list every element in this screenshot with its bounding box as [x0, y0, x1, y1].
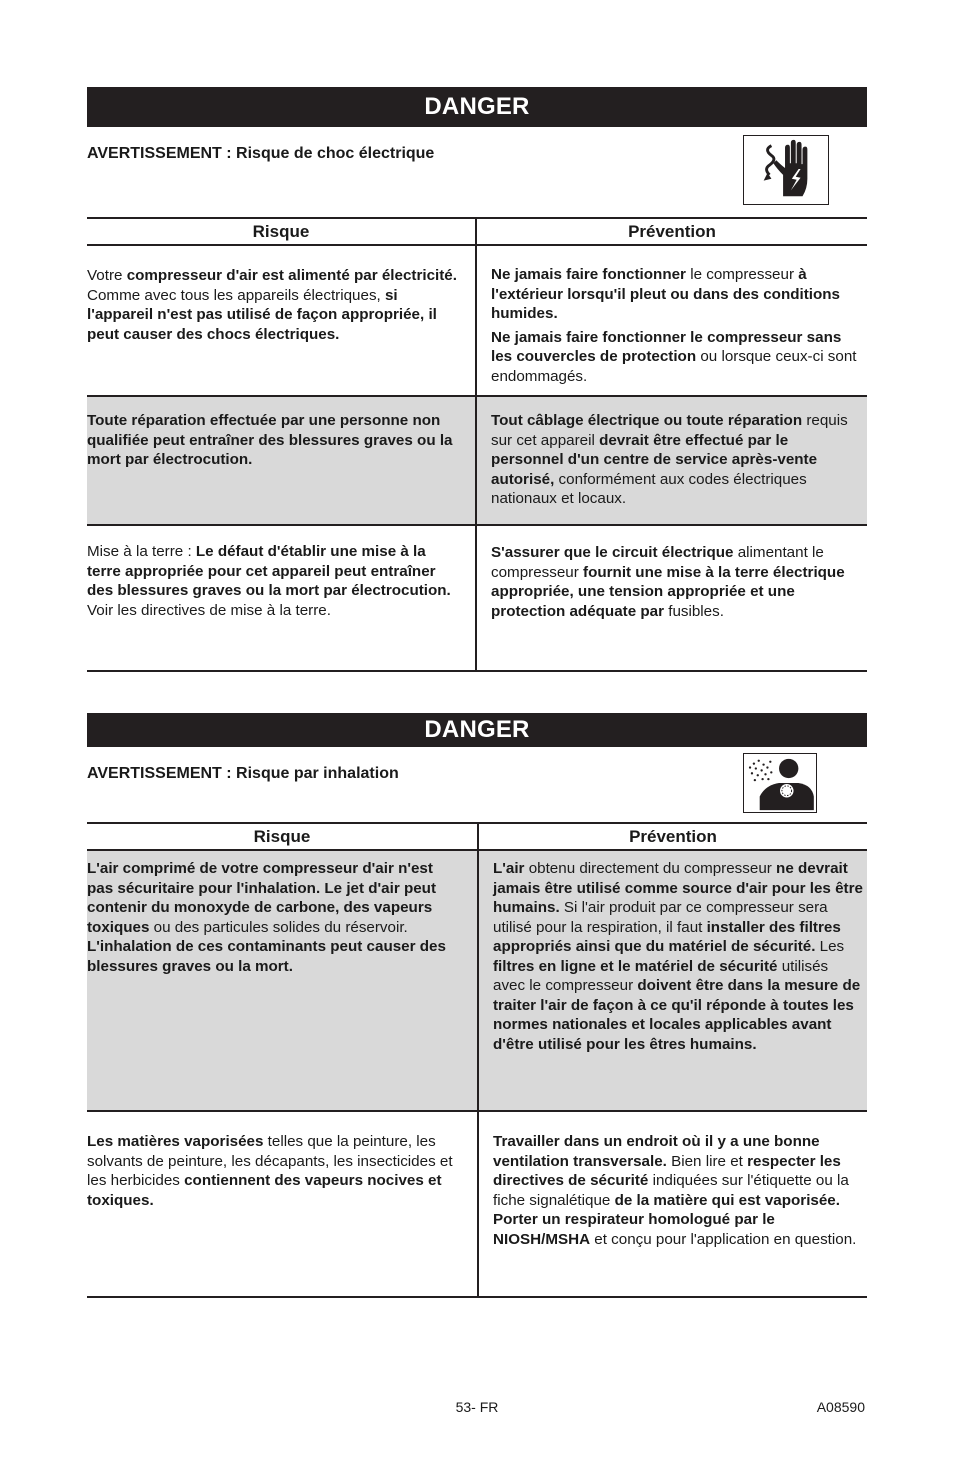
- danger-banner: DANGER: [87, 713, 867, 747]
- risk-header: Risque: [87, 218, 476, 245]
- prevention-text: Travailler dans un endroit où il y a une bonne ventilation transversale. Bien lire et respecter les directives de sécurité indiquées sur l'étiquette ou la fiche signalétique de la matière qui est vaporisée. Porter un respirateur homologué par le NIOSH/MSHA et conçu pour l'application en question.: [493, 1133, 857, 1248]
- prevention-header: Prévention: [476, 218, 867, 245]
- warning-title: AVERTISSEMENT : Risque par inhalation: [87, 765, 399, 782]
- prevention-text: L'air obtenu directement du compresseur ne devrait jamais être utilisé comme source d'air pour les être humains. Si l'air produit par ce compresseur sera utilisé pour la respiration, il faut installer des filtres appropriés ainsi que du matériel de sécurité. Les filtres en ligne et le matériel de sécurité utilisés avec le compresseur doivent être dans la mesure de traiter l'air de façon à ce qu'il réponde à toutes les normes nationales et locales applicables avant d'être utilisé pour les êtres humains.: [493, 860, 863, 1053]
- table-row: [87, 396, 867, 525]
- risk-text: Mise à la terre : Le défaut d'établir une mise à la terre appropriée pour cet appareil peut entraîner des blessures graves ou la mort par électrocution. Voir les directives de mise à la terre.: [87, 543, 451, 619]
- prevention-text: S'assurer que le circuit électrique alimentant le compresseur fournit une mise à la terre électrique appropriée, une tension appropriée et une protection adéquate par fusibles.: [491, 544, 845, 620]
- page-number: 53- FR: [455, 1399, 499, 1415]
- table-row: [87, 1111, 867, 1297]
- hazard-table: [87, 217, 867, 672]
- prevention-text: Ne jamais faire fonctionner le compresseur sans les couvercles de protection ou lorsque ceux-ci sont endommagés.: [491, 328, 857, 385]
- risk-header: Risque: [87, 823, 478, 850]
- hazard-table: [87, 822, 867, 1298]
- table-row: [87, 245, 867, 396]
- danger-section-inhalation: [87, 713, 867, 1298]
- prevention-text: Ne jamais faire fonctionner le compresseur à l'extérieur lorsqu'il pleut ou dans des conditions humides.: [491, 266, 840, 322]
- document-code: A08590: [816, 1399, 865, 1415]
- risk-text: L'air comprimé de votre compresseur d'air n'est pas sécuritaire pour l'inhalation. Le jet d'air peut contenir du monoxyde de carbone, des vapeurs toxiques ou des particules solides du réservoir. L'inhalation de ces contaminants peut causer des blessures graves ou la mort.: [87, 860, 446, 975]
- table-row: [87, 525, 867, 671]
- risk-text: Toute réparation effectuée par une personne non qualifiée peut entraîner des blessures graves ou la mort par électrocution.: [87, 412, 453, 468]
- prevention-header: Prévention: [478, 823, 867, 850]
- danger-section-electric: [87, 87, 867, 672]
- risk-text: Les matières vaporisées telles que la peinture, les solvants de peinture, les décapants, les insecticides et les herbicides contiennent des vapeurs nocives et toxiques.: [87, 1133, 453, 1209]
- inhalation-hazard-icon: [743, 753, 817, 813]
- risk-text: Votre compresseur d'air est alimenté par électricité. Comme avec tous les appareils électriques, si l'appareil n'est pas utilisé de façon appropriée, il peut causer des chocs électriques.: [87, 267, 457, 343]
- danger-banner: DANGER: [87, 87, 867, 127]
- warning-title: AVERTISSEMENT : Risque de choc électrique: [87, 145, 435, 162]
- electric-shock-hand-icon: [743, 135, 829, 205]
- prevention-text: Tout câblage électrique ou toute réparation requis sur cet appareil devrait être effectué par le personnel d'un centre de service après-vente autorisé, conformément aux codes électriques nationaux et locaux.: [491, 412, 848, 507]
- table-row: [87, 850, 867, 1111]
